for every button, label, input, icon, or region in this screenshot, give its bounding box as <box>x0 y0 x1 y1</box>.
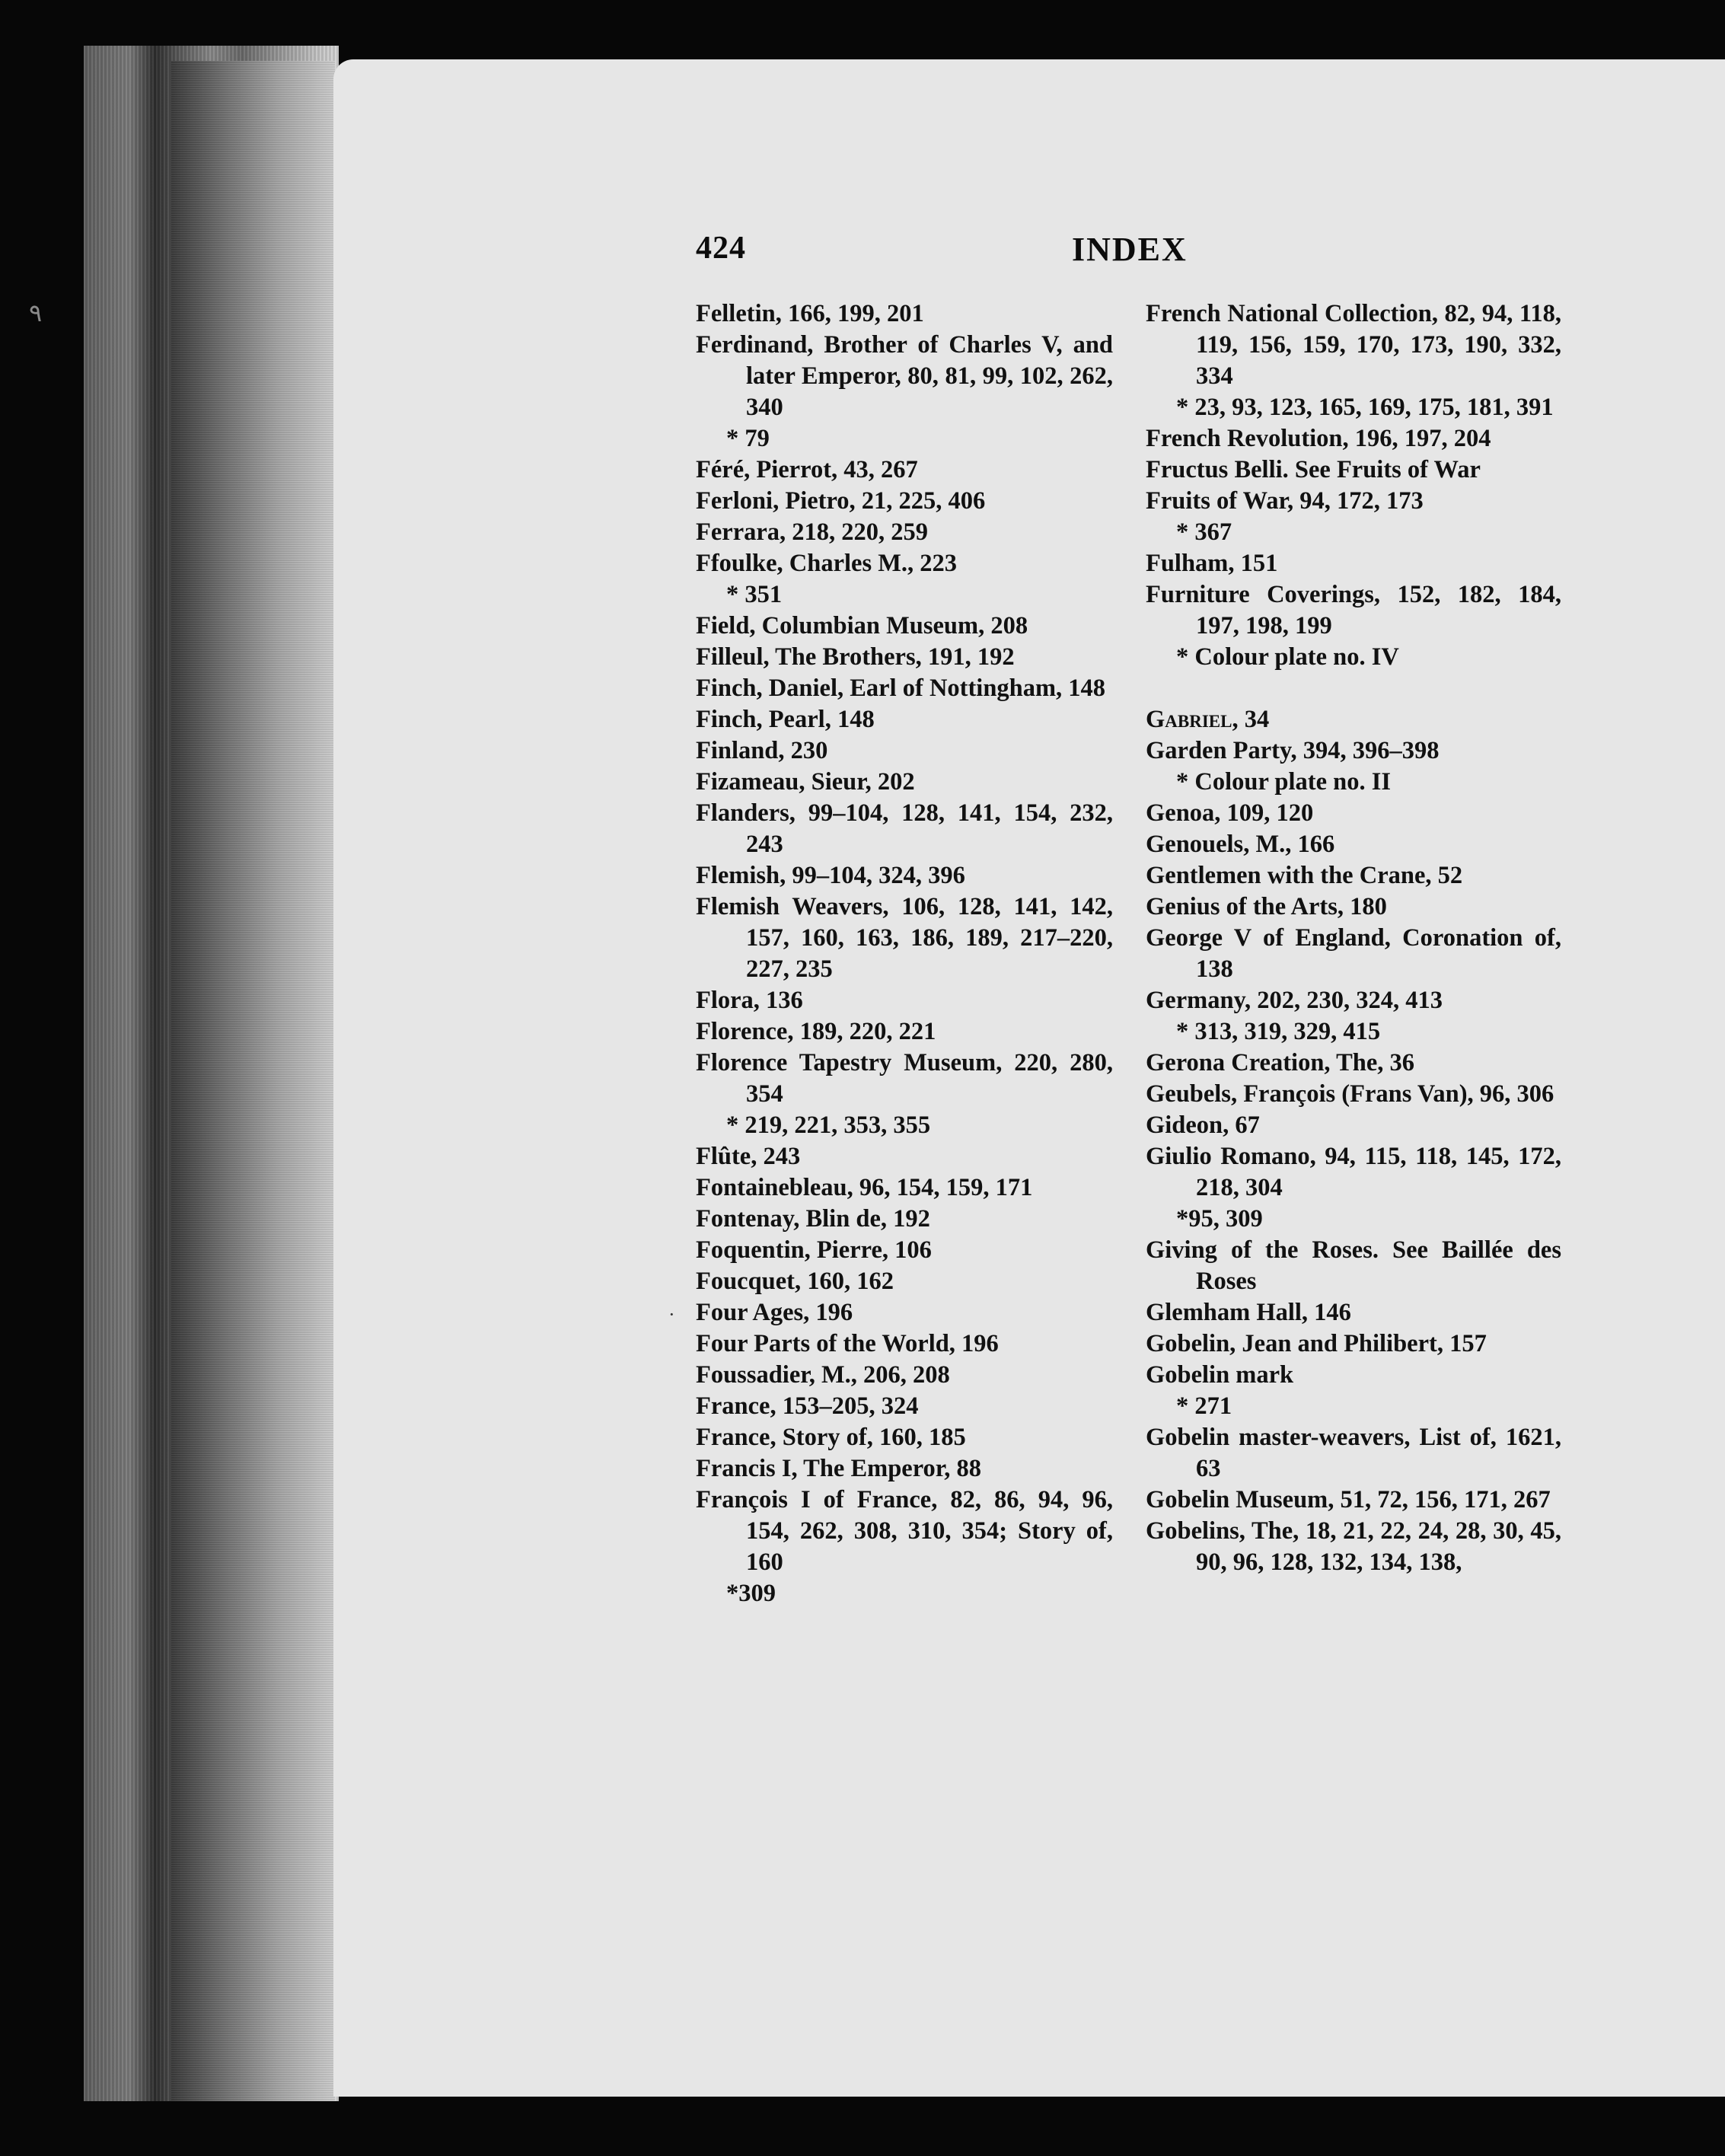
index-plate-reference: * Colour plate no. IV <box>1176 643 1399 671</box>
index-entry: Finch, Pearl, 148 <box>696 706 875 733</box>
index-entry: Ffoulke, Charles M., 223 <box>696 550 958 577</box>
index-entry: Geubels, François (Frans Van), 96, 306 <box>1146 1080 1554 1108</box>
index-entry: Gideon, 67 <box>1146 1111 1260 1139</box>
index-entry: Foquentin, Pierre, 106 <box>696 1236 932 1264</box>
index-column-left <box>696 298 1113 1609</box>
index-entry: Four Parts of the World, 196 <box>696 1330 999 1357</box>
index-entry: Gentlemen with the Crane, 52 <box>1146 862 1463 889</box>
page-header <box>0 230 1725 276</box>
index-entry: Fontenay, Blin de, 192 <box>696 1205 930 1233</box>
index-entry: Gerona Creation, The, 36 <box>1146 1049 1414 1076</box>
index-entry: Furniture Coverings, 152, 182, 184, 197, 198, 199 <box>1146 581 1561 639</box>
index-entry: Genoa, 109, 120 <box>1146 799 1314 827</box>
margin-dot: · <box>668 1303 675 1325</box>
index-entry: Flemish Weavers, 106, 128, 141, 142, 157, 160, 163, 186, 189, 217–220, 227, 235 <box>696 893 1113 983</box>
index-entry: Féré, Pierrot, 43, 267 <box>696 456 918 483</box>
index-entry: Fontainebleau, 96, 154, 159, 171 <box>696 1174 1033 1201</box>
index-entry: Foussadier, M., 206, 208 <box>696 1361 950 1389</box>
index-entry: Field, Columbian Museum, 208 <box>696 612 1028 639</box>
index-entry: Four Ages, 196 <box>696 1299 853 1326</box>
index-entry: Genouels, M., 166 <box>1146 831 1335 858</box>
index-column-right <box>1146 298 1561 1578</box>
index-entry: Fizameau, Sieur, 202 <box>696 768 915 796</box>
index-entry: Giulio Romano, 94, 115, 118, 145, 172, 218, 304 <box>1146 1143 1561 1201</box>
book-page-edges-inner <box>171 61 335 2101</box>
margin-mark: ٩ <box>29 299 43 327</box>
index-entry: Fulham, 151 <box>1146 550 1278 577</box>
index-entry: Giving of the Roses. See Baillée des Roses <box>1146 1236 1561 1295</box>
index-entry: Flanders, 99–104, 128, 141, 154, 232, 243 <box>696 799 1113 858</box>
index-entry: Flora, 136 <box>696 987 803 1014</box>
index-entry: George V of England, Coronation of, 138 <box>1146 924 1561 983</box>
index-plate-reference: *309 <box>726 1580 776 1607</box>
index-entry: Glemham Hall, 146 <box>1146 1299 1351 1326</box>
index-plate-reference: * 219, 221, 353, 355 <box>726 1111 931 1139</box>
index-entry: Ferrara, 218, 220, 259 <box>696 518 929 546</box>
index-entry: Florence Tapestry Museum, 220, 280, 354 <box>696 1049 1113 1108</box>
index-entry: Felletin, 166, 199, 201 <box>696 300 924 327</box>
index-entry: Flemish, 99–104, 324, 396 <box>696 862 965 889</box>
index-entry-pages: , 34 <box>1232 706 1270 733</box>
index-entry: French National Collection, 82, 94, 118, 119, 156, 159, 170, 173, 190, 332, 334 <box>1146 300 1561 390</box>
index-plate-reference: * 79 <box>726 425 770 452</box>
index-entry-heading: Gabriel <box>1146 706 1232 733</box>
index-entry: Finch, Daniel, Earl of Nottingham, 148 <box>696 675 1106 702</box>
index-entry: Florence, 189, 220, 221 <box>696 1018 936 1045</box>
index-entry: Gobelin Museum, 51, 72, 156, 171, 267 <box>1146 1486 1551 1513</box>
index-entry: Ferdinand, Brother of Charles V, and later Emperor, 80, 81, 99, 102, 262, 340 <box>696 331 1113 421</box>
index-plate-reference: * 367 <box>1176 518 1232 546</box>
index-entry: French Revolution, 196, 197, 204 <box>1146 425 1491 452</box>
index-entry: Filleul, The Brothers, 191, 192 <box>696 643 1015 671</box>
index-entry: Genius of the Arts, 180 <box>1146 893 1387 920</box>
index-entry: Gobelin mark <box>1146 1361 1294 1389</box>
index-entry: Garden Party, 394, 396–398 <box>1146 737 1440 764</box>
index-plate-reference: * 271 <box>1176 1392 1232 1420</box>
index-plate-reference: * 23, 93, 123, 165, 169, 175, 181, 391 <box>1176 394 1554 421</box>
index-entry: François I of France, 82, 86, 94, 96, 154, 262, 308, 310, 354; Story of, 160 <box>696 1486 1113 1576</box>
index-entry: Gobelin master-weavers, List of, 1621, 63 <box>1146 1424 1561 1482</box>
index-entry: Fructus Belli. See Fruits of War <box>1146 456 1481 483</box>
index-entry: France, 153–205, 324 <box>696 1392 919 1420</box>
index-plate-reference: * 351 <box>726 581 783 608</box>
index-entry: Francis I, The Emperor, 88 <box>696 1455 981 1482</box>
index-entry: Germany, 202, 230, 324, 413 <box>1146 987 1443 1014</box>
index-plate-reference: * Colour plate no. II <box>1176 768 1392 796</box>
page-title: INDEX <box>1072 231 1188 268</box>
index-entry <box>1146 704 1561 735</box>
index-entry: Finland, 230 <box>696 737 828 764</box>
index-plate-reference: *95, 309 <box>1176 1205 1263 1233</box>
index-plate-reference: * 313, 319, 329, 415 <box>1176 1018 1381 1045</box>
index-entry: Flûte, 243 <box>696 1143 801 1170</box>
index-entry: Fruits of War, 94, 172, 173 <box>1146 487 1424 515</box>
page-number: 424 <box>696 231 746 266</box>
index-entry: Ferloni, Pietro, 21, 225, 406 <box>696 487 986 515</box>
index-entry: Gobelins, The, 18, 21, 22, 24, 28, 30, 45, 90, 96, 128, 132, 134, 138, <box>1146 1517 1561 1576</box>
index-letter-gap <box>1146 673 1561 704</box>
index-entry: Gobelin, Jean and Philibert, 157 <box>1146 1330 1487 1357</box>
index-entry: Foucquet, 160, 162 <box>696 1268 894 1295</box>
index-entry: France, Story of, 160, 185 <box>696 1424 966 1451</box>
